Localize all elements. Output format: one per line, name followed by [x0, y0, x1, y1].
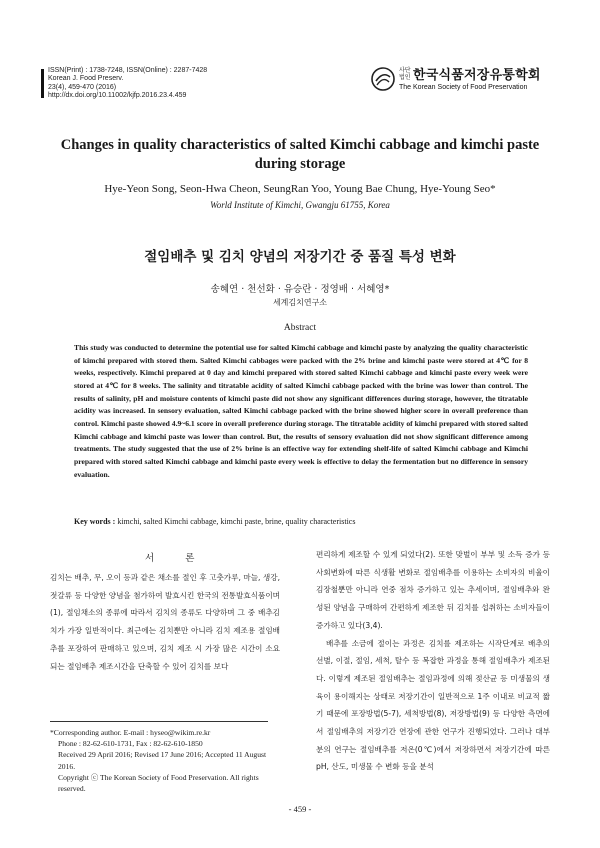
abstract-heading: Abstract [283, 323, 317, 333]
left-column-text: 김치는 배추, 무, 오이 등과 같은 채소를 절인 후 고춧가루, 마늘, 생강, 젓갈류 등 다양한 양념을 첨가하여 발효시킨 한국의 전통발효식품이며(1), 절임채소의 종류에 따라서 김치의 종류도 다양하며 그 중 배추김치가 가장 일반적이다. 최근에는 김치뿐만 아니라 김치 제조용 절임배추를 포장하여 판매하고 있으며, 김치 제조 시 가장 많은 시간이 소요되는 절임배추 제조시간을 단축할 수 있어 김치를 보다 [50, 573, 280, 671]
keywords-text: kimchi, salted Kimchi cabbage, kimchi paste, brine, quality characteristics [117, 517, 356, 526]
footnote-copyright: Copyright ⓒ The Korean Society of Food Preservation. All rights reserved. [58, 772, 259, 794]
issn-line: ISSN(Print) : 1738-7248, ISSN(Online) : 2287-7428 [48, 67, 208, 74]
society-prefix: 사단 법인 [399, 68, 411, 81]
journal-info [48, 67, 348, 101]
society-emblem-icon [371, 67, 395, 91]
paper-title-korean: 절임배추 및 김치 양념의 저장기간 중 품질 특성 변화 [144, 249, 456, 265]
section-heading-introduction: 서 론 [145, 553, 209, 564]
footnote-divider [50, 721, 268, 722]
right-paragraph: 배추를 소금에 절이는 과정은 김치를 제조하는 시작단계로 배추의 선별, 이절, 절임, 세척, 탈수 등 복잡한 과정을 통해 절임배추가 제조된다. 이렇게 제조된 절임배추는 절임과정에 의해 젖산균 등 미생물의 생육이 용이해지는 상태로 저장기간이 일반적으로 1주 이내로 비교적 짧기 때문에 포장방법(5-7), 세척방법(8), 저장방법(9) 등 다양한 측면에서 절임배추의 저장기간 연장에 관한 연구가 진행되었다. 그러나 대부분의 연구는 절임배추를 저온(0℃)에서 저장하면서 저장기간에 따른 pH, 산도, 미생물 수 변화 등을 분석 [316, 638, 550, 772]
journal-name: Korean J. Food Preserv. [48, 75, 124, 83]
institution-korean: 세계김치연구소 [272, 298, 328, 307]
footnote [50, 727, 282, 794]
keywords [74, 517, 528, 526]
footnote-corresponding: *Corresponding author. E-mail : hyseo@wikim.re.kr [50, 728, 211, 737]
society-name-english: The Korean Society of Food Preservation [399, 84, 528, 91]
society-name-korean: 한국식품저장유통학회 [413, 68, 541, 83]
author-list: Hye-Yeon Song, Seon-Hwa Cheon, SeungRan Yoo, Young Bae Chung, Hye-Young Seo* [104, 183, 496, 195]
abstract-body: This study was conducted to determine the potential use for salted Kimchi cabbage and kimchi paste by analyzing the quality characteristic of kimchi prepared with stored them. Salted Kimchi cabbages were packed with the 2% brine and kimchi paste were stored at 4℃ for 8 weeks, respectively. Kimchi prepared at 0 day and kimchi prepared with stored salted Kimchi cabbage and kimchi paste every week were stored at 4℃ for 8 weeks. The salinity and titratable acidity of salted Kimchi cabbage packed with the brine was lower than control. The results of salinity, pH and moisture contents of kimchi paste did not show any significant differences during storage, however, the titratable acidity was increased. In sensory evaluation, salted Kimchi cabbage packed with the brine showed higher score in overall preference than control. Kimchi paste showed 4.9~6.1 score in overall preference during storage. The titratable acidity of kimchi prepared with stored salted Kimchi cabbage and kimchi paste was lower than control. But, the results of sensory evaluation did not show significant difference among treatments. The study suggested that the use of 2% brine is an effective way for extending shelf-life of salted Kimchi cabbage and Kimchi prepared with stored salted Kimchi cabbage and kimchi paste every week is effective to delay the fermentation but no difference in sensory evaluation. [74, 343, 528, 479]
volume-line: 23(4), 459-470 (2016) [48, 83, 117, 91]
page-number: - 459 - [288, 804, 312, 814]
doi-link[interactable]: http://dx.doi.org/10.11002/kjfp.2016.23.4.459 [48, 92, 187, 100]
author-list-korean: 송혜연 · 천선화 · 유승란 · 정영배 · 서혜영* [210, 284, 390, 295]
header-bar [41, 69, 44, 98]
right-paragraph: 편리하게 제조할 수 있게 되었다(2). 또한 맞벌이 부부 및 소득 증가 등 사회변화에 따른 식생활 변화로 절임배추를 이용하는 소비자의 비율이 김장철뿐만 아니라 연중 점차 증가하고 있는 추세이며, 절임배추와 완성된 양념을 구매하여 간편하게 제조한 뒤 김치를 섭취하는 소비자들이 증가하고 있다(3,4). [316, 550, 550, 630]
paper-title: Changes in quality characteristics of salted Kimchi cabbage and kimchi paste during storage [60, 137, 540, 172]
right-column [316, 546, 550, 776]
society-logo [371, 63, 556, 97]
institution: World Institute of Kimchi, Gwangju 61755, Korea [210, 200, 390, 210]
footnote-received: Received 29 April 2016; Revised 17 June 2016; Accepted 11 August 2016. [58, 750, 267, 771]
footnote-phone: Phone : 82-62-610-1731, Fax : 82-62-610-1850 [58, 739, 203, 749]
keywords-label: Key words : [74, 517, 116, 526]
